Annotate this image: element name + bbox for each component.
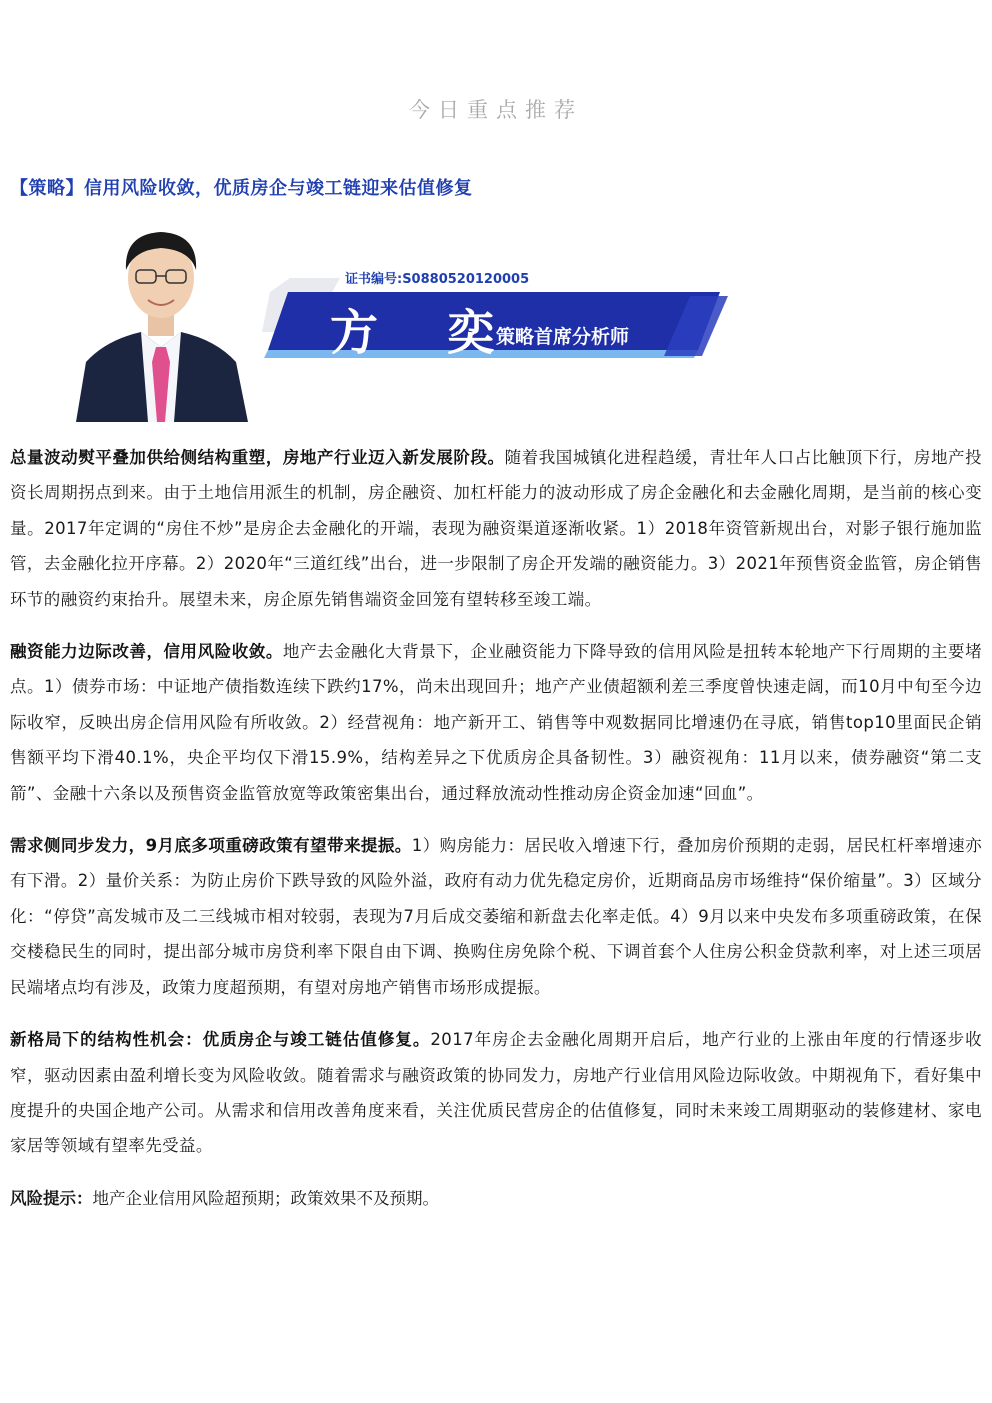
headline[interactable]: 【策略】信用风险收敛，优质房企与竣工链迎来估值修复 (10, 178, 473, 199)
paragraph (10, 1022, 982, 1164)
analyst-role: 策略首席分析师 (496, 326, 630, 348)
paragraph-lead: 融资能力边际改善，信用风险收敛。 (10, 642, 283, 662)
section-title: 今日重点推荐 (409, 98, 583, 122)
paragraph-text: 2017年房企去金融化周期开启后，地产行业的上涨由年度的行情逐步收窄，驱动因素由盈利增长变为风险收敛。随着需求与融资政策的协同发力，房地产行业信用风险边际收敛。中期视角下，看好集中度提升的央国企地产公司。从需求和信用改善角度来看，关注优质民营房企的估值修复，同时未来竣工周期驱动的装修建材、家电家居等领域有望率先受益。 (10, 1030, 982, 1156)
risk-lead: 风险提示： (10, 1188, 93, 1208)
analyst-banner (60, 212, 740, 424)
paragraph-text: 地产去金融化大背景下，企业融资能力下降导致的信用风险是扭转本轮地产下行周期的主要堵点。1）债券市场：中证地产债指数连续下跌约17%，尚未出现回升；地产产业债超额利差三季度曾快速走阔，而10月中旬至今边际收窄，反映出房企信用风险有所收敛。2）经营视角：地产新开工、销售等中观数据同比增速仍在寻底，销售top10里面民企销售额平均下滑40.1%，央企平均仅下滑15.9%，结构差异之下优质房企具备韧性。3）融资视角：11月以来，债券融资“第二支箭”、金融十六条以及预售资金监管放宽等政策密集出台，通过释放流动性推动房企资金加速“回血”。 (10, 642, 982, 803)
paragraph-lead: 需求侧同步发力，9月底多项重磅政策有望带来提振。 (10, 836, 412, 856)
paragraph-text: 1）购房能力：居民收入增速下行，叠加房价预期的走弱，居民杠杆率增速亦有下滑。2）量价关系：为防止房价下跌导致的风险外溢，政府有动力优先稳定房价，近期商品房市场维持“保价缩量”。3）区域分化：“停贷”高发城市及二三线城市相对较弱，表现为7月后成交萎缩和新盘去化率走低。4）9月以来中央发布多项重磅政策，在保交楼稳民生的同时，提出部分城市房贷利率下限自由下调、换购住房免除个税、下调首套个人住房公积金贷款利率，对上述三项居民端堵点均有涉及，政策力度超预期，有望对房地产销售市场形成提振。 (10, 836, 982, 997)
paragraph-lead: 新格局下的结构性机会：优质房企与竣工链估值修复。 (10, 1030, 431, 1050)
risk-notice (10, 1181, 982, 1216)
analyst-photo (66, 212, 256, 422)
certificate-number: 证书编号:S0880520120005 (345, 272, 530, 287)
paragraph (10, 634, 982, 811)
paragraph-lead: 总量波动熨平叠加供给侧结构重塑，房地产行业迈入新发展阶段。 (10, 448, 505, 467)
paragraph-text: 随着我国城镇化进程趋缓，青壮年人口占比触顶下行，房地产投资长周期拐点到来。由于土地信用派生的机制，房企融资、加杠杆能力的波动形成了房企金融化和去金融化周期，是当前的核心变量。2017年定调的“房住不炒”是房企去金融化的开端，表现为融资渠道逐渐收紧。1）2018年资管新规出台，对影子银行施加监管，去金融化拉开序幕。2）2020年“三道红线”出台，进一步限制了房企开发端的融资能力。3）2021年预售资金监管，房企销售环节的融资约束抬升。展望未来，房企原先销售端资金回笼有望转移至竣工端。 (10, 448, 982, 609)
risk-text: 地产企业信用风险超预期；政策效果不及预期。 (92, 1188, 439, 1208)
article-body (10, 440, 982, 1216)
paragraph (10, 440, 982, 617)
analyst-name: 方 奕 (330, 305, 521, 361)
paragraph (10, 828, 982, 1005)
